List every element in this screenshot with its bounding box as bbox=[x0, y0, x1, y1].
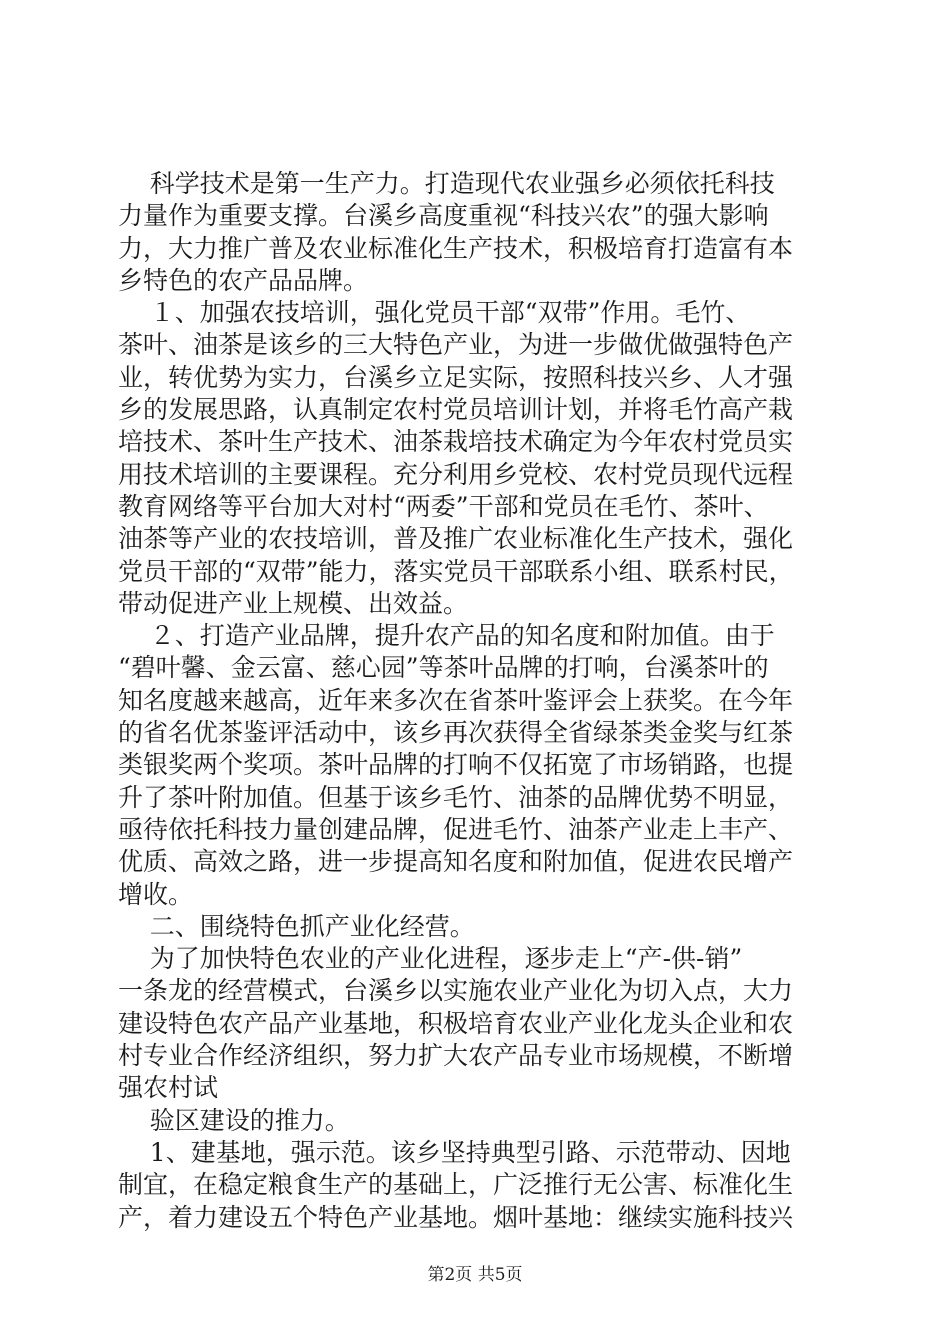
text-line: 验区建设的推力。 bbox=[118, 1105, 350, 1135]
text-line: “碧叶馨、金云富、慈心园”等茶叶品牌的打响，台溪茶叶的 bbox=[118, 653, 769, 683]
text-line: 强农村试 bbox=[118, 1073, 219, 1103]
document-body bbox=[118, 168, 838, 1234]
text-line: 优质、高效之路，进一步提高知名度和附加值，促进农民增产 bbox=[118, 847, 794, 877]
text-line: 油茶等产业的农技培训，普及推广农业标准化生产技术，强化 bbox=[118, 524, 794, 554]
text-line: 培技术、茶叶生产技术、油茶栽培技术确定为今年农村党员实 bbox=[118, 427, 794, 457]
text-line: 力，大力推广普及农业标准化生产技术，积极培育打造富有本 bbox=[118, 233, 794, 263]
text-line: 亟待依托科技力量创建品牌，促进毛竹、油茶产业走上丰产、 bbox=[118, 814, 794, 844]
section-heading: 二、围绕特色抓产业化经营。 bbox=[118, 911, 475, 941]
text-line: 产，着力建设五个特色产业基地。烟叶基地：继续实施科技兴 bbox=[118, 1202, 794, 1232]
text-line: 制宜，在稳定粮食生产的基础上，广泛推行无公害、标准化生 bbox=[118, 1170, 794, 1200]
page-number-footer: 第2页 共5页 bbox=[427, 1265, 523, 1285]
text-line: 教育网络等平台加大对村“两委”干部和党员在毛竹、茶叶、 bbox=[118, 491, 769, 521]
text-line: ２、打造产业品牌，提升农产品的知名度和附加值。由于 bbox=[118, 621, 775, 651]
text-line: 业，转优势为实力，台溪乡立足实际，按照科技兴乡、人才强 bbox=[118, 362, 794, 392]
text-line: 党员干部的“双带”能力，落实党员干部联系小组、联系村民， bbox=[118, 556, 794, 586]
text-line: 乡的发展思路，认真制定农村党员培训计划，并将毛竹高产栽 bbox=[118, 395, 794, 425]
text-line: 带动促进产业上规模、出效益。 bbox=[118, 588, 469, 618]
text-line: 力量作为重要支撑。台溪乡高度重视“科技兴农”的强大影响 bbox=[118, 201, 769, 231]
text-line: 升了茶叶附加值。但基于该乡毛竹、油茶的品牌优势不明显， bbox=[118, 782, 794, 812]
text-line: 知名度越来越高，近年来多次在省茶叶鉴评会上获奖。在今年 bbox=[118, 685, 794, 715]
text-line: 一条龙的经营模式，台溪乡以实施农业产业化为切入点，大力 bbox=[118, 976, 794, 1006]
text-line: 建设特色农产品产业基地，积极培育农业产业化龙头企业和农 bbox=[118, 1008, 794, 1038]
text-line: １、加强农技培训，强化党员干部“双带”作用。毛竹、 bbox=[118, 298, 751, 328]
text-line: 的省名优茶鉴评活动中，该乡再次获得全省绿茶类金奖与红茶 bbox=[118, 718, 794, 748]
text-line: 茶叶、油茶是该乡的三大特色产业，为进一步做优做强特色产 bbox=[118, 330, 794, 360]
text-line: 1、建基地，强示范。该乡坚持典型引路、示范带动、因地 bbox=[118, 1137, 791, 1167]
text-line: 增收。 bbox=[118, 879, 194, 909]
text-line: 用技术培训的主要课程。充分利用乡党校、农村党员现代远程 bbox=[118, 459, 794, 489]
text-line: 为了加快特色农业的产业化进程，逐步走上“产-供-销” bbox=[118, 944, 743, 974]
text-line: 乡特色的农产品品牌。 bbox=[118, 265, 369, 295]
text-line: 村专业合作经济组织，努力扩大农产品专业市场规模，不断增 bbox=[118, 1041, 794, 1071]
text-line: 科学技术是第一生产力。打造现代农业强乡必须依托科技 bbox=[118, 169, 775, 198]
text-line: 类银奖两个奖项。茶叶品牌的打响不仅拓宽了市场销路，也提 bbox=[118, 750, 794, 780]
